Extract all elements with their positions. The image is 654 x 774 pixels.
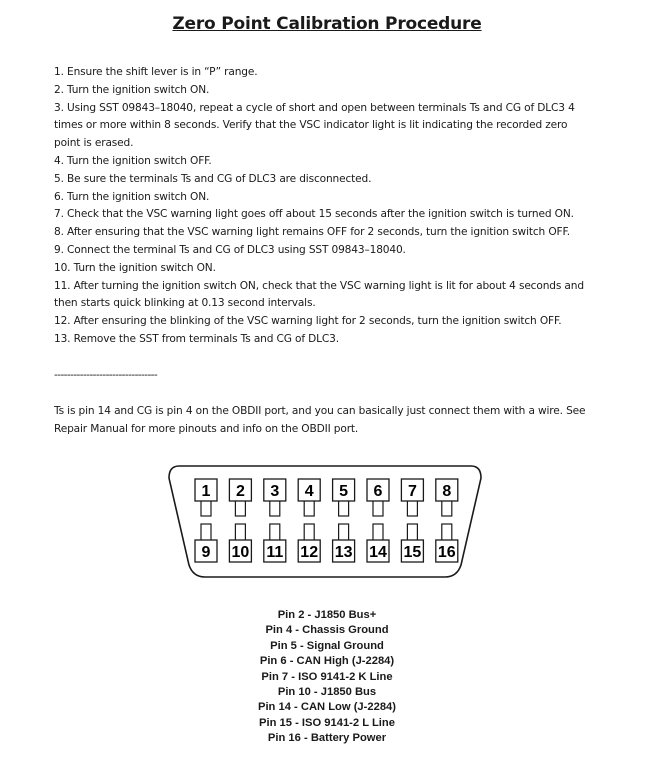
step-item: 7. Check that the VSC warning light goes off about 15 seconds after the ignition switch is turned ON. — [54, 208, 574, 221]
pin-number: 3 — [270, 483, 280, 500]
pin-number: 12 — [300, 544, 319, 561]
pin-legend-item: Pin 10 - J1850 Bus — [277, 686, 377, 699]
pin-number: 6 — [373, 483, 383, 500]
pin-number: 2 — [235, 483, 245, 500]
pin-number: 11 — [266, 544, 284, 561]
step-item: 10. Turn the ignition switch ON. — [54, 261, 216, 274]
pin-terminal — [270, 524, 280, 541]
pin-legend-item: Pin 5 - Signal Ground — [270, 639, 384, 652]
pin-legend-item: Pin 7 - ISO 9141-2 K Line — [261, 670, 393, 683]
step-item: 3. Using SST 09843–18040, repeat a cycle of short and open between terminals Ts and CG of DLC3 4 times or more within 8 seconds. Verify that the VSC indicator light is lit indicating the recorded zero point is erased. — [54, 101, 575, 150]
pin-number: 15 — [403, 544, 422, 561]
pin-legend-item: Pin 4 - Chassis Ground — [265, 624, 389, 637]
pin-legend-item: Pin 15 - ISO 9141-2 L Line — [259, 716, 395, 729]
step-item: 6. Turn the ignition switch ON. — [54, 190, 210, 203]
pin-terminal — [201, 524, 211, 541]
pin-terminal — [373, 524, 383, 541]
pin-terminal — [304, 524, 314, 541]
pin-terminal — [235, 524, 245, 541]
pin-terminal — [442, 524, 452, 541]
pin-legend-item: Pin 6 - CAN High (J-2284) — [259, 655, 395, 668]
pin-number: 16 — [437, 544, 456, 561]
pin-number: 7 — [407, 483, 417, 500]
separator-line: -------------------------------- — [54, 369, 158, 381]
page-title: Zero Point Calibration Procedure — [172, 14, 482, 34]
pin-legend-item: Pin 2 - J1850 Bus+ — [277, 609, 377, 621]
pin-legend — [0, 608, 654, 747]
pin-number: 1 — [201, 483, 211, 500]
pin-number: 4 — [304, 483, 314, 500]
step-item: 4. Turn the ignition switch OFF. — [54, 154, 212, 167]
obd2-connector-diagram — [165, 462, 485, 582]
pin-terminal — [339, 524, 349, 541]
pin-legend-item: Pin 16 - Battery Power — [267, 732, 387, 745]
pin-number: 5 — [339, 483, 349, 500]
pin-number: 13 — [334, 544, 353, 561]
step-item: 8. After ensuring that the VSC warning light remains OFF for 2 seconds, turn the ignition switch OFF. — [54, 226, 570, 239]
step-item: 12. After ensuring the blinking of the VSC warning light for 2 seconds, turn the ignition switch OFF. — [54, 315, 562, 328]
step-item: 13. Remove the SST from terminals Ts and CG of DLC3. — [54, 332, 339, 345]
step-item: 5. Be sure the terminals Ts and CG of DLC3 are disconnected. — [54, 172, 372, 185]
step-item: 9. Connect the terminal Ts and CG of DLC3 using SST 09843–18040. — [54, 243, 406, 256]
step-item: 2. Turn the ignition switch ON. — [54, 83, 210, 96]
pin-legend-item: Pin 14 - CAN Low (J-2284) — [257, 701, 396, 714]
pin-terminal — [407, 524, 417, 541]
procedure-steps — [54, 64, 594, 349]
pin-number: 10 — [231, 544, 250, 561]
step-item: 11. After turning the ignition switch ON, check that the VSC warning light is lit for about 4 seconds and then starts quick blinking at 0.13 second intervals. — [54, 279, 584, 310]
obd-note: Ts is pin 14 and CG is pin 4 on the OBDII port, and you can basically just connect them with a wire. See Repair Manual for more pinouts and info on the OBDII port. — [54, 405, 586, 435]
pin-number: 14 — [369, 544, 387, 561]
pin-number: 8 — [442, 483, 452, 500]
step-item: 1. Ensure the shift lever is in “P” range. — [54, 66, 258, 78]
pin-number: 9 — [201, 544, 211, 561]
